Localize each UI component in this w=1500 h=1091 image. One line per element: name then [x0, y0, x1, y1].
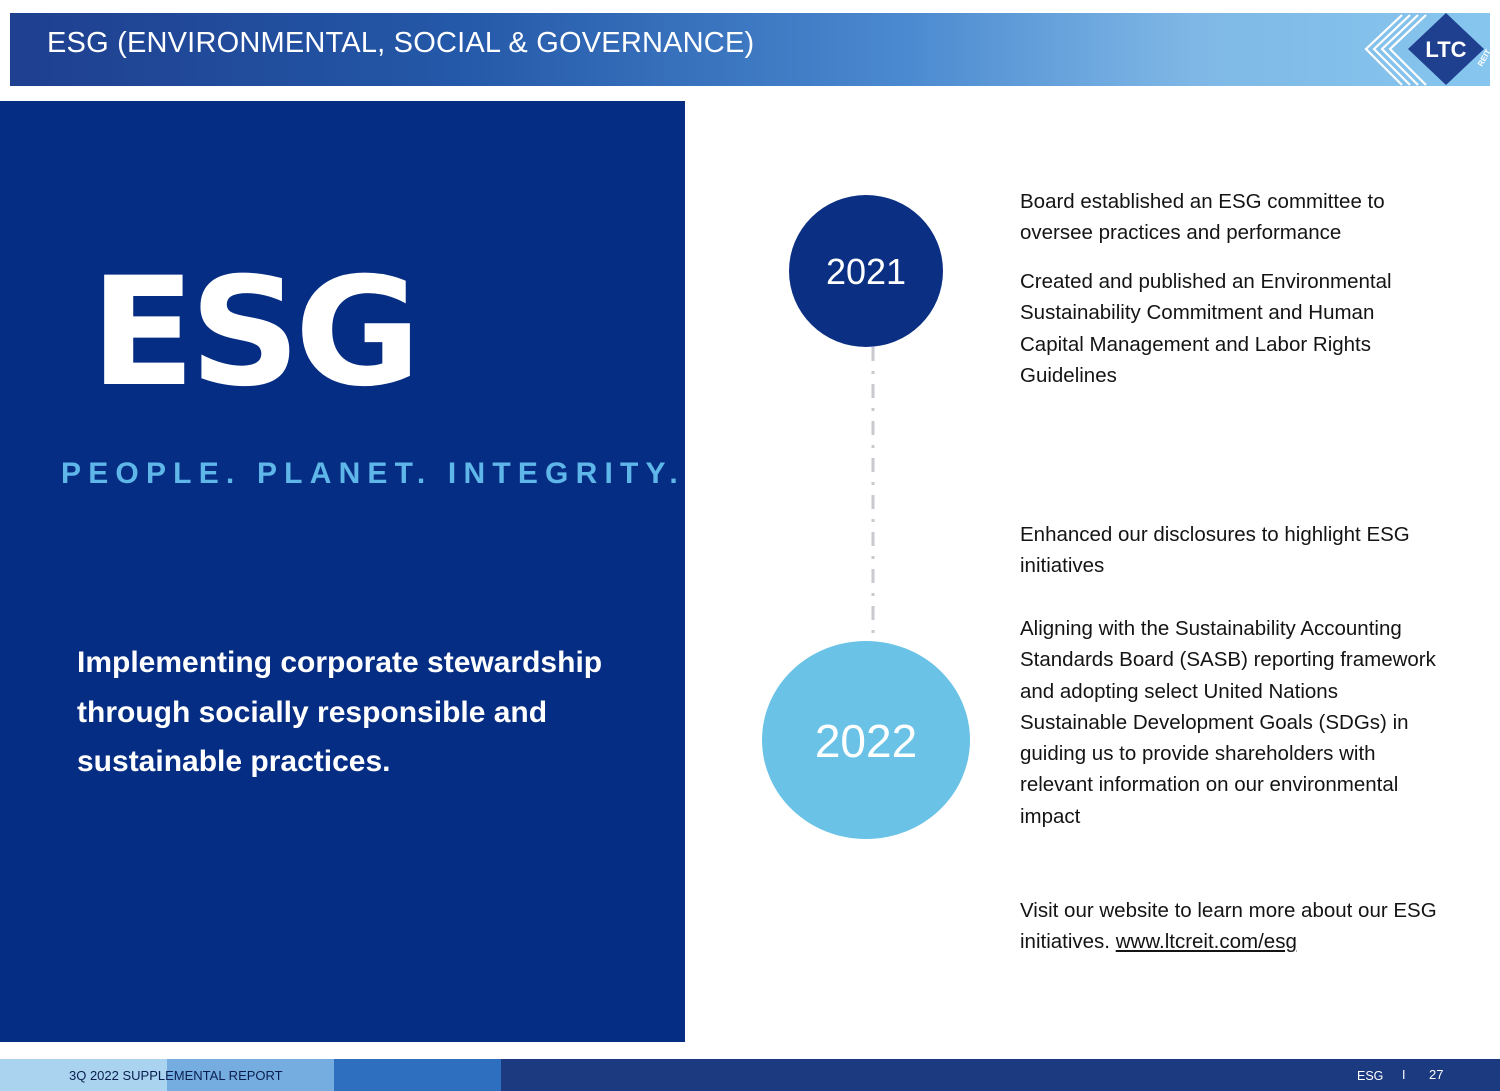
footer-segment [334, 1059, 501, 1091]
esg-headline: ESG [90, 246, 416, 420]
esg-panel [0, 101, 685, 1042]
header-bar [10, 13, 1490, 86]
website-text: Visit our website to learn more about our ESG initiatives. [1020, 899, 1437, 954]
footer-segment [501, 1059, 1500, 1091]
page-title: ESG (ENVIRONMENTAL, SOCIAL & GOVERNANCE) [47, 27, 755, 59]
year-2022-label: 2022 [814, 715, 918, 767]
timeline-connector [871, 347, 875, 641]
logo-subtext: REIT [1475, 47, 1493, 68]
footer-separator: I [1402, 1068, 1406, 1082]
ltc-logo [1362, 11, 1493, 89]
footer-report-name: 3Q 2022 SUPPLEMENTAL REPORT [69, 1068, 283, 1083]
year-2021-circle [789, 195, 943, 347]
tagline: PEOPLE. PLANET. INTEGRITY. [61, 457, 685, 490]
timeline-item-sustainability-commitment: Created and published an Environmental Sustainability Commitment and Human Capital Management and Labor Rights Guidelines [1020, 270, 1392, 387]
website-note [1020, 895, 1450, 958]
timeline-item-disclosures: Enhanced our disclosures to highlight ESG initiatives [1020, 523, 1410, 578]
year-2022-circle [762, 641, 970, 839]
year-2021-label: 2021 [825, 251, 907, 292]
timeline-item-esg-committee: Board established an ESG committee to oversee practices and performance [1020, 190, 1385, 245]
footer-section-name: ESG [1357, 1069, 1384, 1083]
logo-text: LTC [1425, 37, 1467, 62]
footer [0, 1059, 1500, 1091]
esg-website-link[interactable]: www.ltcreit.com/esg [1115, 930, 1297, 954]
timeline-item-sasb-alignment: Aligning with the Sustainability Accounting Standards Board (SASB) reporting framework and adopting select United Nations Sustainable Development Goals (SDGs) in guiding us to provide shareholders with relevant information on our environmental impact [1020, 617, 1436, 828]
page-number: 27 [1429, 1067, 1444, 1082]
mission-statement: Implementing corporate stewardship through socially responsible and sustainable practices. [77, 646, 603, 778]
